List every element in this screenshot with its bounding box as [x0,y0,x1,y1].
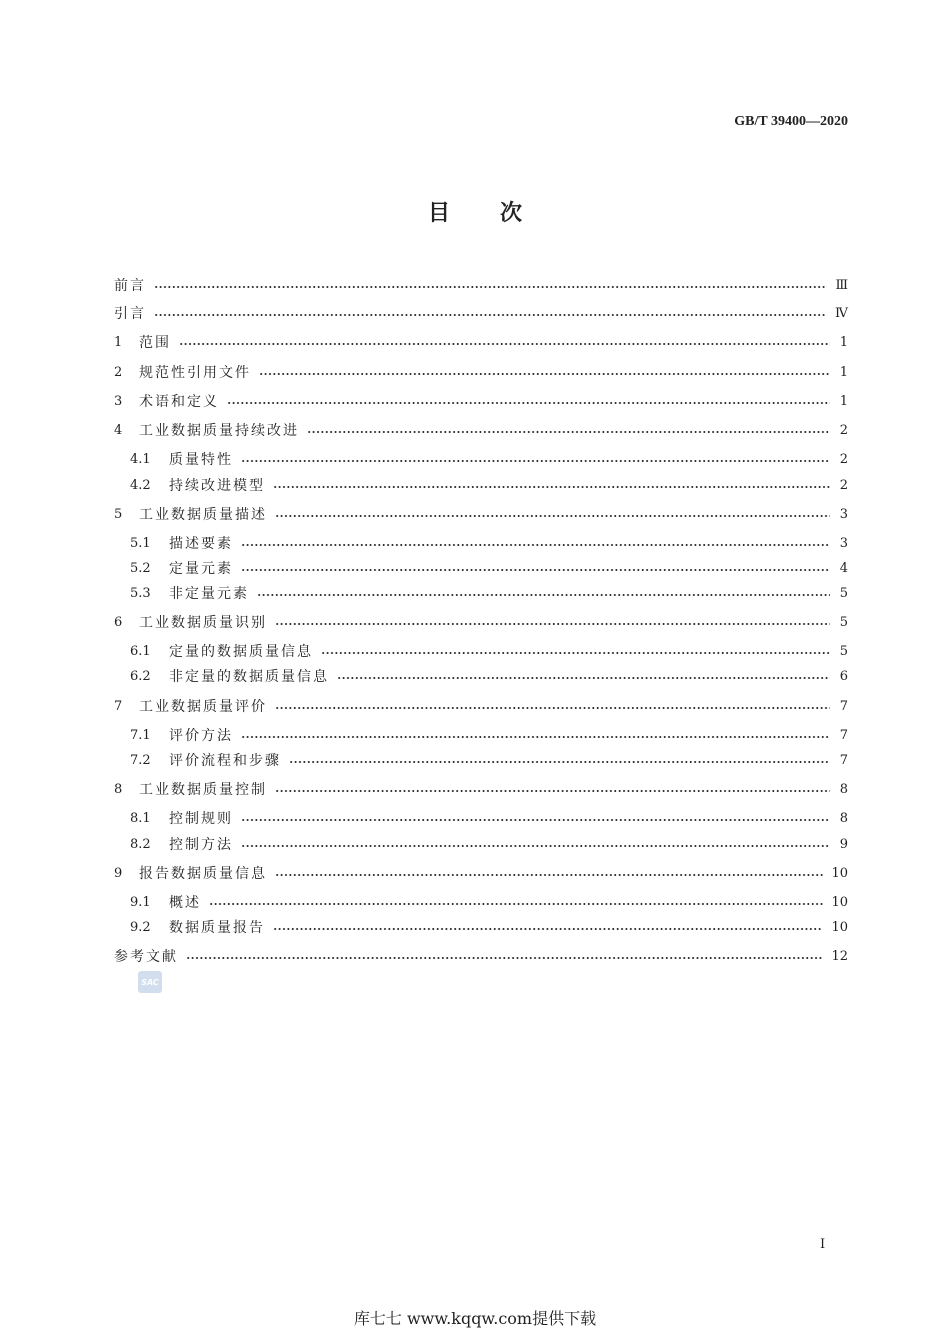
toc-number: 6 [114,614,123,630]
toc-number: 2 [114,364,123,380]
dot-leader [275,622,830,626]
toc-page-number: 5 [839,585,848,601]
dot-leader [275,706,830,710]
toc-label: 控制方法 [169,837,233,853]
toc-label: 描述要素 [169,536,233,552]
toc-number: 9.1 [130,894,151,910]
dot-leader [186,956,823,960]
page-folio: I [820,1237,826,1252]
dot-leader [321,651,830,655]
toc-number: 7.2 [130,752,151,768]
dot-leader [209,902,823,906]
toc-label: 非定量元素 [169,586,249,602]
dot-leader [275,873,823,877]
toc-page-number: 10 [831,894,848,910]
toc-entry[interactable] [130,725,848,745]
toc-label: 范围 [139,335,171,351]
toc-label: 参考文献 [114,949,178,965]
toc-number: 4.2 [130,477,151,493]
dot-leader [273,927,823,931]
toc-entry[interactable] [114,332,848,352]
toc-page-number: 7 [839,752,848,768]
toc-label: 引言 [114,306,146,322]
dot-leader [241,844,830,848]
toc-label: 非定量的数据质量信息 [169,669,329,685]
toc-number: 6.1 [130,643,151,659]
toc-number: 5.1 [130,535,151,551]
toc-entry[interactable] [130,641,848,661]
toc-number: 7 [114,698,123,714]
dot-leader [179,342,830,346]
toc-label: 工业数据质量识别 [139,615,267,631]
toc-label: 术语和定义 [139,394,219,410]
toc-label: 数据质量报告 [169,920,265,936]
toc-number: 7.1 [130,727,151,743]
toc-entry[interactable] [114,946,848,966]
toc-entry[interactable] [130,666,848,686]
toc-page-number: 1 [839,393,848,409]
toc-entry[interactable] [114,391,848,411]
toc-entry[interactable] [114,779,848,799]
dot-leader [257,593,830,597]
dot-leader [241,543,830,547]
toc-entry[interactable] [130,892,848,912]
toc-label: 质量特性 [169,452,233,468]
toc-label: 工业数据质量持续改进 [139,423,299,439]
footer-text: 库七七 www.kqqw.com提供下载 [353,1309,597,1328]
toc-page-number: Ⅲ [835,277,848,293]
toc-number: 3 [114,393,123,409]
toc-page-number: 3 [839,506,848,522]
toc-label: 工业数据质量评价 [139,699,267,715]
toc-page-number: 2 [839,451,848,467]
dot-leader [241,459,830,463]
dot-leader [289,760,830,764]
toc-entry[interactable] [114,420,848,440]
toc-page-number: 5 [839,614,848,630]
toc-number: 9.2 [130,919,151,935]
toc-label: 工业数据质量描述 [139,507,267,523]
dot-leader [154,313,827,317]
toc-number: 5 [114,506,123,522]
toc-number: 9 [114,865,123,881]
toc-label: 持续改进模型 [169,478,265,494]
toc-entry[interactable] [130,558,848,578]
toc-label: 评价流程和步骤 [169,753,281,769]
toc-label: 报告数据质量信息 [139,866,267,882]
toc-page-number: 8 [839,810,848,826]
dot-leader [154,285,827,289]
toc-entry[interactable] [114,863,848,883]
toc-entry[interactable] [114,612,848,632]
toc-number: 6.2 [130,668,151,684]
dot-leader [241,735,830,739]
dot-leader [275,789,830,793]
toc-entry[interactable] [130,533,848,553]
dot-leader [241,818,830,822]
toc-entry[interactable] [130,750,848,770]
toc-entry[interactable] [130,834,848,854]
toc-entry[interactable] [114,362,848,382]
toc-entry[interactable] [114,504,848,524]
toc-page-number: Ⅳ [835,305,848,321]
dot-leader [241,568,830,572]
toc-entry[interactable] [114,303,848,323]
toc-label: 控制规则 [169,811,233,827]
toc-number: 4 [114,422,123,438]
toc-label: 前言 [114,278,146,294]
toc-page-number: 10 [831,919,848,935]
toc-entry[interactable] [130,475,848,495]
toc-label: 规范性引用文件 [139,365,251,381]
toc-page-number: 12 [831,948,848,964]
toc-label: 定量元素 [169,561,233,577]
dot-leader [275,514,830,518]
toc-number: 5.3 [130,585,151,601]
toc-page-number: 1 [839,364,848,380]
dot-leader [227,401,830,405]
toc-number: 1 [114,334,123,350]
toc-label: 定量的数据质量信息 [169,644,313,660]
toc-entry[interactable] [130,808,848,828]
toc-page-number: 2 [839,422,848,438]
dot-leader [307,430,830,434]
toc-page-number: 6 [839,668,848,684]
toc-page-number: 2 [839,477,848,493]
page-title: 目次 [427,201,572,226]
toc-page-number: 3 [839,535,848,551]
toc-label: 评价方法 [169,728,233,744]
toc-page-number: 5 [839,643,848,659]
toc-number: 8.1 [130,810,151,826]
toc-page-number: 9 [839,836,848,852]
toc-number: 8.2 [130,836,151,852]
toc-number: 4.1 [130,451,151,467]
toc-number: 8 [114,781,123,797]
toc-page-number: 7 [839,727,848,743]
toc-entry[interactable] [114,275,848,295]
toc-entry[interactable] [130,583,848,603]
toc-label: 工业数据质量控制 [139,782,267,798]
dot-leader [337,676,830,680]
toc-entry[interactable] [114,696,848,716]
toc-entry[interactable] [130,449,848,469]
toc-number: 5.2 [130,560,151,576]
toc-page-number: 4 [839,560,848,576]
toc-entry[interactable] [130,917,848,937]
standard-number: GB/T 39400—2020 [734,114,848,129]
dot-leader [273,485,830,489]
toc-page-number: 1 [839,334,848,350]
dot-leader [259,372,830,376]
sac-logo: SAC [138,971,162,993]
toc-page-number: 7 [839,698,848,714]
toc-page-number: 10 [831,865,848,881]
toc-label: 概述 [169,895,201,911]
toc-page-number: 8 [839,781,848,797]
